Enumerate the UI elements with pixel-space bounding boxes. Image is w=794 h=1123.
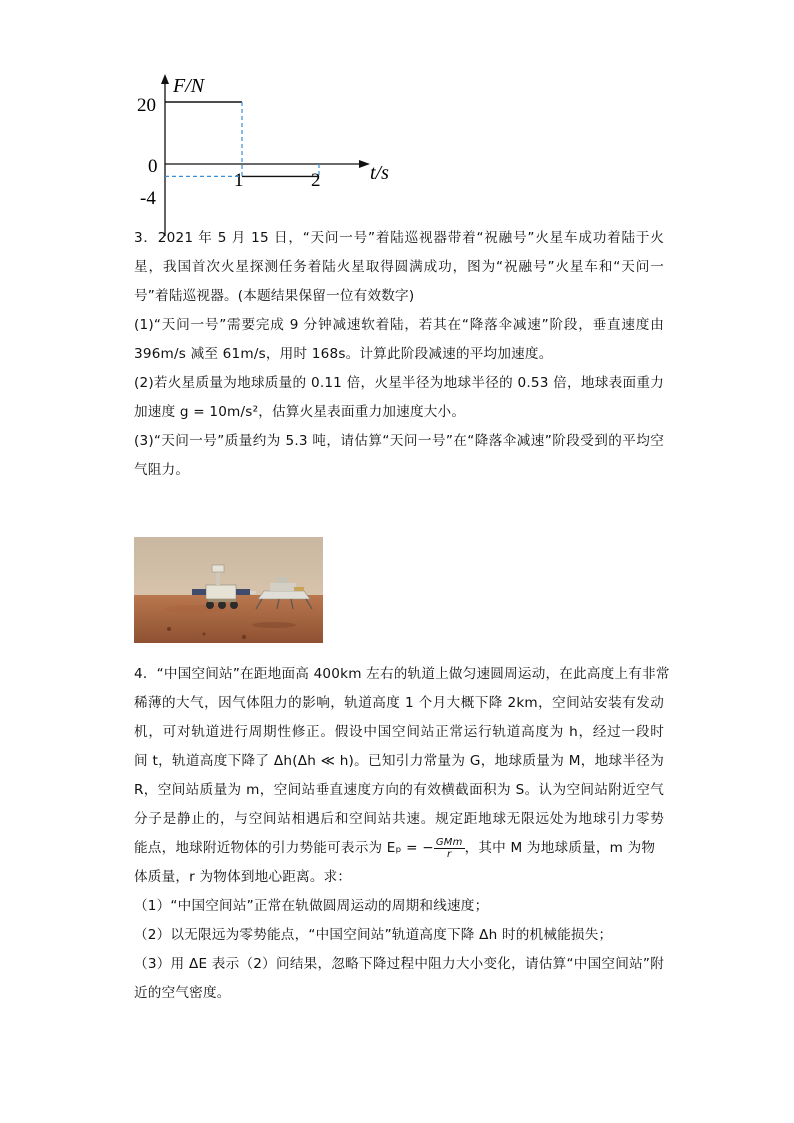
fraction-denominator: r	[447, 848, 452, 860]
tick-label-origin: 0	[148, 156, 158, 177]
question-4	[134, 660, 670, 1008]
text-line: (1)“天问一号”需要完成 9 分钟减速软着陆，若其在“降落伞减速”阶段，垂直速度由	[134, 317, 664, 333]
tick-label-x-1: 1	[234, 170, 244, 191]
text-line: 近的空气密度。	[134, 985, 231, 1001]
y-axis-arrow	[161, 74, 169, 84]
force-time-graph	[130, 68, 410, 238]
text-line: 分子是静止的，与空间站相遇后和空间站共速。规定距地球无限远处为地球引力零势	[134, 811, 664, 827]
fraction-numerator: GMm	[435, 836, 463, 848]
force-series	[165, 102, 319, 176]
text-line: 号”着陆巡视器。(本题结果保留一位有效数字)	[134, 288, 415, 304]
formula-line-pre: 能点，地球附近物体的引力势能可表示为 Eₚ = −	[134, 840, 434, 856]
text-line: 气阻力。	[134, 462, 190, 478]
text-line: 机，可对轨道进行周期性修正。假设中国空间站正常运行轨道高度为 h，经过一段时	[134, 724, 664, 740]
text-line: 星，我国首次火星探测任务着陆火星取得圆满成功，图为“祝融号”火星车和“天问一	[134, 259, 664, 275]
formula-line	[134, 834, 664, 863]
formula-line-post: ，其中 M 为地球质量，m 为物	[464, 840, 656, 856]
text-line: (3)“天问一号”质量约为 5.3 吨，请估算“天问一号”在“降落伞减速”阶段受到的平均空	[134, 433, 664, 449]
text-line: 加速度 g = 10m/s²，估算火星表面重力加速度大小。	[134, 404, 466, 420]
text-line: R，空间站质量为 m，空间站垂直速度方向的有效横截面积为 S。认为空间站附近空气	[134, 782, 664, 798]
tick-label-y-20: 20	[137, 95, 156, 116]
text-line: （3）用 ΔE 表示（2）问结果，忽略下降过程中阻力大小变化，请估算“中国空间站”附	[134, 956, 664, 972]
rover-lander-photo	[134, 537, 323, 643]
x-axis-label: t/s	[370, 162, 389, 184]
text-line: 396m/s 减至 61m/s，用时 168s。计算此阶段减速的平均加速度。	[134, 346, 553, 362]
y-axis-label: F/N	[173, 75, 205, 97]
question-3	[134, 224, 664, 485]
text-line: 4．“中国空间站”在距地面高 400km 左右的轨道上做匀速圆周运动，在此高度上有非常	[134, 666, 670, 682]
tick-label-x-2: 2	[311, 170, 321, 191]
text-line: (2)若火星质量为地球质量的 0.11 倍，火星半径为地球半径的 0.53 倍，地球表面重力	[134, 375, 664, 391]
x-axis-arrow	[359, 160, 370, 168]
text-line: 3．2021 年 5 月 15 日，“天问一号”着陆巡视器带着“祝融号”火星车成功着陆于火	[134, 230, 664, 246]
potential-energy-fraction	[434, 837, 465, 860]
text-line: 间 t，轨道高度下降了 Δh(Δh ≪ h)。已知引力常量为 G，地球质量为 M，地球半径为	[134, 753, 664, 769]
text-line: （2）以无限远为零势能点，“中国空间站”轨道高度下降 Δh 时的机械能损失；	[134, 927, 613, 943]
text-line: 稀薄的大气，因气体阻力的影响，轨道高度 1 个月大概下降 2km，空间站安装有发动	[134, 695, 664, 711]
tick-label-y-neg4: -4	[140, 188, 156, 209]
text-line: 体质量，r 为物体到地心距离。求：	[134, 869, 352, 885]
text-line: （1）“中国空间站”正常在轨做圆周运动的周期和线速度；	[134, 898, 489, 914]
